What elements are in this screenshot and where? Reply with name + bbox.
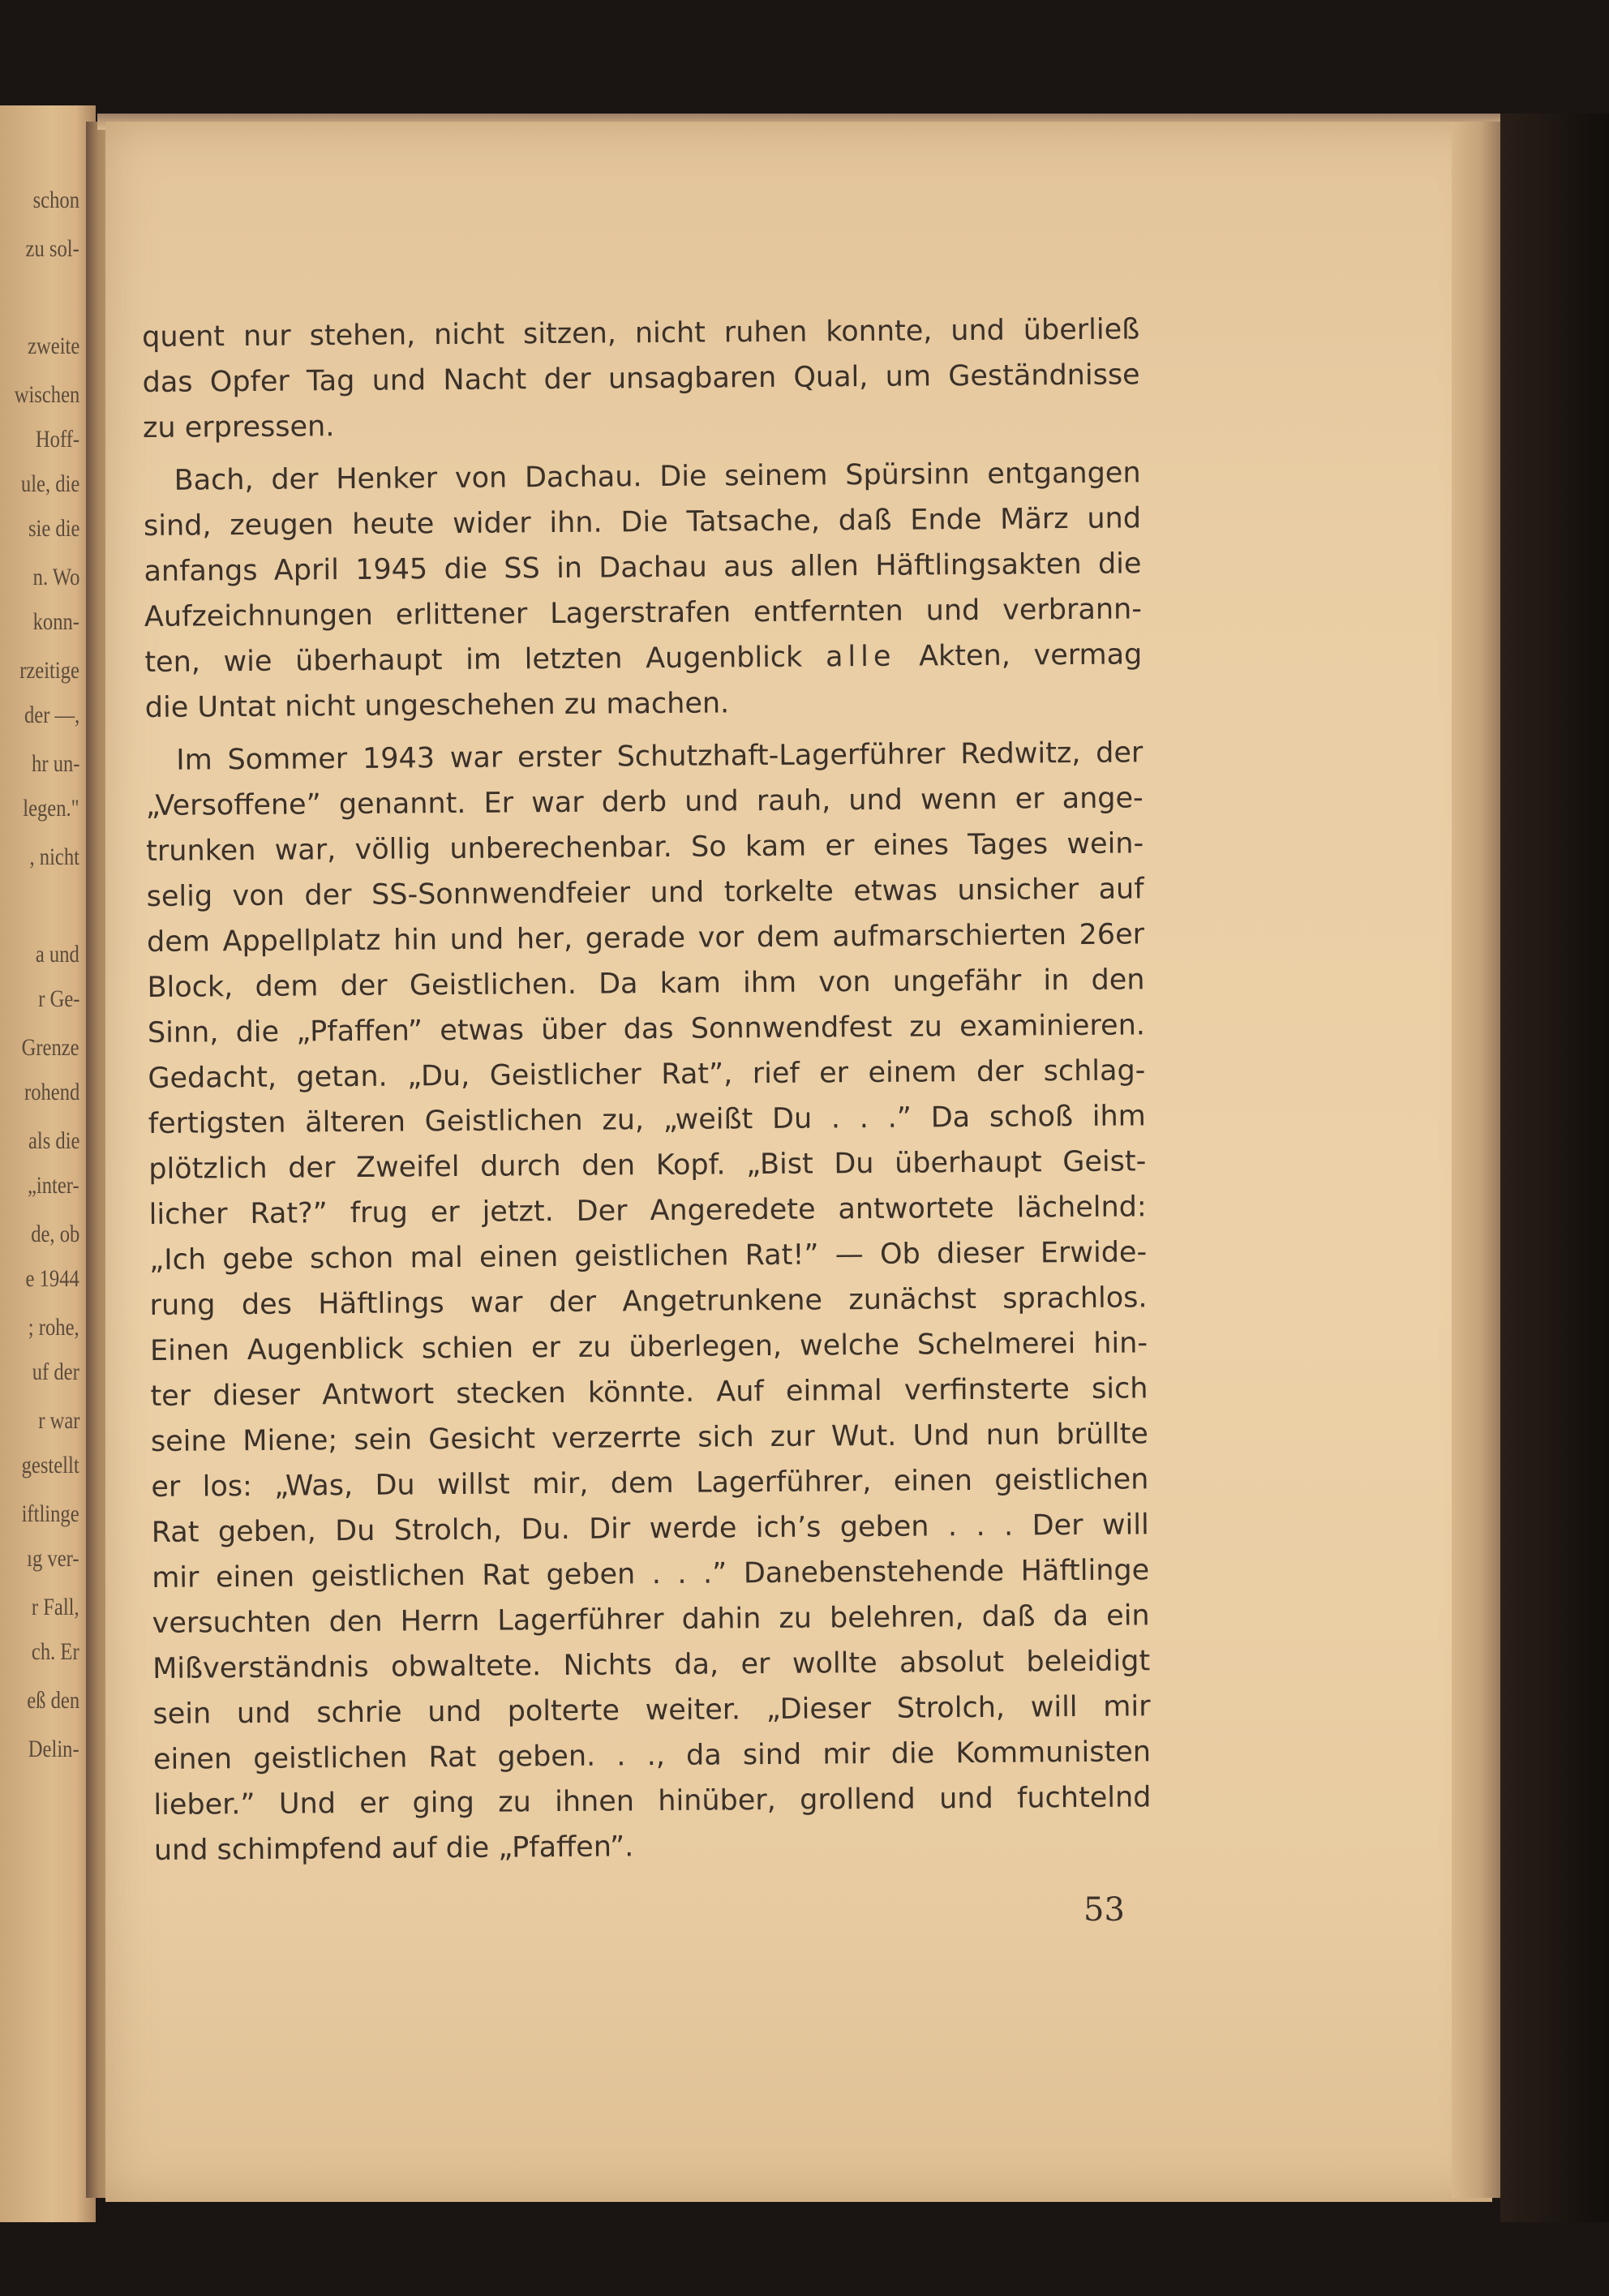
previous-page-text-fragment: sie die	[28, 515, 79, 542]
previous-page-text-fragment: der —,	[24, 702, 79, 728]
text-line: er los: „Was, Du willst mir, dem Lagerführer, einen geistlichen	[151, 1463, 1149, 1504]
text-line: Mißverständnis obwaltete. Nichts da, er wollte absolut beleidigt	[152, 1645, 1151, 1685]
text-line: lieber.” Und er ging zu ihnen hinüber, grollend und fuchtelnd	[153, 1781, 1152, 1822]
text-line: fertigsten älteren Geistlichen zu, „weißt Du . . .” Da schoß ihm	[148, 1100, 1146, 1140]
previous-page-text-fragment: als die	[28, 1127, 79, 1154]
text-line: Block, dem der Geistlichen. Da kam ihm von ungefähr in den	[147, 963, 1145, 1004]
text-line: Aufzeichnungen erlittener Lagerstrafen entfernten und verbrann-	[144, 593, 1143, 633]
text-line: seine Miene; sein Gesicht verzerrte sich zur Wut. Und nun brüllte	[150, 1418, 1149, 1458]
text-segment: Akten, vermag	[918, 638, 1143, 673]
text-line: rung des Häftlings war der Angetrunkene zunächst sprachlos.	[149, 1281, 1148, 1322]
previous-page-text-fragment: gestellt	[21, 1452, 79, 1478]
text-line: quent nur stehen, nicht sitzen, nicht ruhen konnte, und überließ	[142, 313, 1140, 354]
text-line: licher Rat?” frug er jetzt. Der Angeredete antwortete lächelnd:	[148, 1191, 1147, 1231]
text-line: Einen Augenblick schien er zu überlegen, welche Schelmerei hin-	[149, 1327, 1148, 1367]
page-number: 53	[1083, 1891, 1125, 1929]
previous-page-text-fragment: ule, die	[20, 470, 79, 497]
previous-page-text-fragment: legen."	[23, 795, 79, 822]
previous-page-text-fragment: zweite	[27, 333, 79, 359]
text-line: mir einen geistlichen Rat geben . . .” Danebenstehende Häftlinge	[152, 1554, 1150, 1594]
text-line: trunken war, völlig unberechenbar. So kam er eines Tages wein-	[146, 827, 1144, 868]
previous-page-text-fragment: Delin-	[28, 1736, 79, 1762]
text-line: dem Appellplatz hin und her, gerade vor dem aufmarschierten 26er	[146, 918, 1145, 959]
page-body-text	[142, 307, 1152, 1873]
text-line: plötzlich der Zweifel durch den Kopf. „Bist Du überhaupt Geist-	[148, 1145, 1147, 1186]
previous-page-text-fragment: rzeitige	[19, 657, 79, 684]
previous-page-text-fragment: de, ob	[30, 1221, 79, 1247]
text-line: sein und schrie und polterte weiter. „Dieser Strolch, will mir	[152, 1690, 1151, 1731]
text-line: die Untat nicht ungeschehen zu machen.	[144, 687, 730, 724]
text-line: Sinn, die „Pfaffen” etwas über das Sonnwendfest zu examinieren.	[147, 1009, 1146, 1049]
previous-page-text-fragment: rohend	[24, 1079, 79, 1105]
text-line: Gedacht, getan. „Du, Geistlicher Rat”, rief er einem der schlag-	[148, 1054, 1146, 1095]
previous-page-text-fragment: ıg ver-	[27, 1545, 79, 1572]
previous-page-text-fragment: e 1944	[25, 1265, 79, 1292]
previous-page-text-fragment: iftlinge	[21, 1500, 79, 1527]
previous-page-text-fragment: Grenze	[21, 1034, 79, 1061]
text-line: Rat geben, Du Strolch, Du. Dir werde ich’s geben . . . Der will	[151, 1508, 1149, 1549]
text-line: und schimpfend auf die „Pfaffen”.	[153, 1830, 634, 1867]
text-segment: ten, wie überhaupt im letzten Augenblick	[144, 641, 803, 679]
text-line: versuchten den Herrn Lagerführer dahin zu belehren, daß da ein	[152, 1599, 1150, 1640]
previous-page-text-fragment: a und	[36, 941, 79, 968]
previous-page-text-fragment: zu sol-	[25, 235, 79, 262]
previous-page-text-fragment: , nicht	[29, 843, 79, 870]
text-line: Im Sommer 1943 war erster Schutzhaft-Lagerführer Redwitz, der	[176, 736, 1143, 777]
previous-page-text-fragment: ch. Er	[32, 1638, 79, 1665]
previous-page-text-fragment: „inter-	[28, 1172, 79, 1199]
previous-page-text-fragment: r Fall,	[32, 1594, 79, 1620]
text-line: ter dieser Antwort stecken könnte. Auf einmal verfinsterte sich	[150, 1372, 1148, 1413]
text-line: zu erpressen.	[142, 410, 335, 444]
previous-page-text-fragment: ; rohe,	[28, 1314, 79, 1341]
previous-page-text-fragment: r Ge-	[37, 985, 79, 1012]
text-line: „Ich gebe schon mal einen geistlichen Rat!” — Ob dieser Erwide-	[149, 1236, 1148, 1277]
text-line: „Versoffene” genannt. Er war derb und rauh, und wenn er ange-	[145, 782, 1143, 822]
previous-page-text-fragment: r war	[37, 1407, 79, 1434]
text-line: anfangs April 1945 die SS in Dachau aus allen Häftlingsakten die	[144, 547, 1142, 588]
text-line: Bach, der Henker von Dachau. Die seinem Spürsinn entgangen	[174, 457, 1141, 497]
text-line	[144, 632, 1142, 685]
previous-page-text-fragment: eß den	[27, 1687, 79, 1714]
previous-page-text-fragment: Hoff-	[35, 426, 79, 453]
previous-page-edge	[0, 105, 96, 2222]
text-line: sind, zeugen heute wider ihn. Die Tatsache, daß Ende März und	[143, 502, 1142, 543]
text-line: selig von der SS-Sonnwendfeier und torkelte etwas unsicher auf	[146, 873, 1144, 913]
text-line: einen geistlichen Rat geben. . ., da sind mir die Kommunisten	[152, 1736, 1152, 1776]
paragraph-3	[145, 730, 1152, 1873]
previous-page-text-fragment: wischen	[14, 381, 79, 408]
paragraph-2	[143, 450, 1143, 731]
previous-page-text-fragment: n. Wo	[32, 564, 79, 590]
previous-page-text-fragment: uf der	[32, 1358, 79, 1385]
previous-page-text-fragment: konn-	[32, 608, 79, 635]
text-line: das Opfer Tag und Nacht der unsagbaren Qual, um Geständnisse	[142, 358, 1140, 399]
emphasized-word: alle	[825, 640, 896, 674]
previous-page-text-fragment: schon	[32, 187, 79, 213]
previous-page-text-fragment: hr un-	[31, 750, 79, 777]
book-cover-edge	[1500, 114, 1609, 2222]
paragraph-1	[142, 307, 1140, 451]
